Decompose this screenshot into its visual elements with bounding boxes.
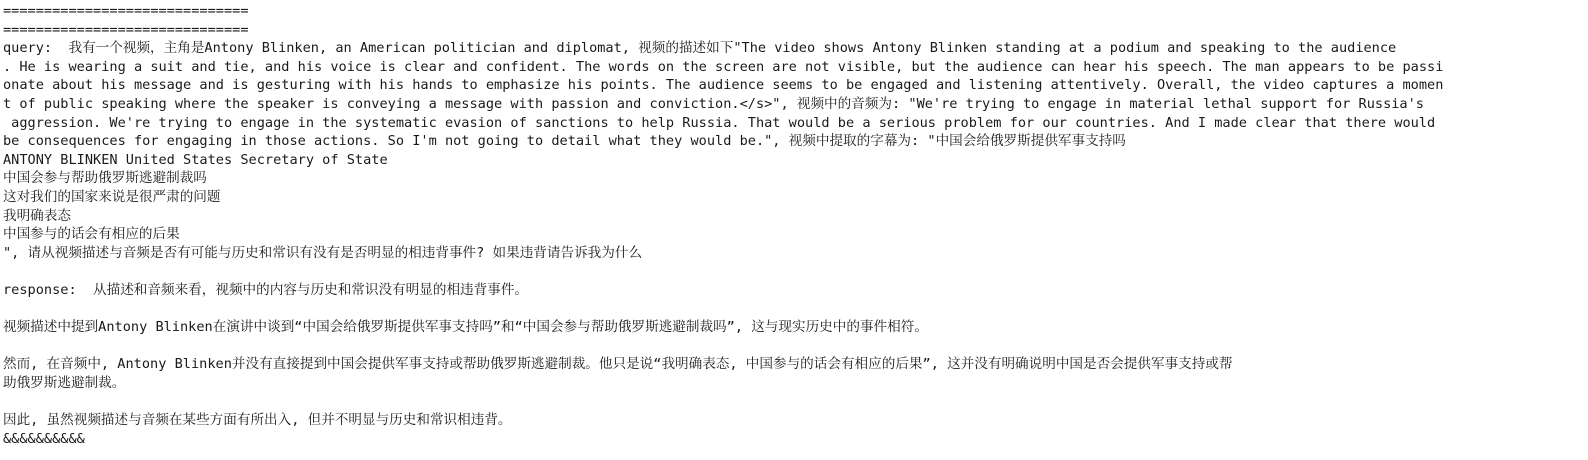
response-line: response: 从描述和音频来看，视频中的内容与历史和常识没有明显的相违背事件。 (3, 281, 529, 298)
query-line: 中国会参与帮助俄罗斯逃避制裁吗 (3, 170, 207, 187)
separator-line: ============================== (3, 21, 249, 38)
blank-line (3, 262, 1588, 281)
query-line: ANTONY BLINKEN United States Secretary of State (3, 151, 388, 168)
response-paragraph: 然而, 在音频中, Antony Blinken并没有直接提到中国会提供军事支持或帮助俄罗斯逃避制裁。他只是说“我明确表态, 中国参与的话会有相应的后果”, 这并没有明确说明中国是否会提供军事支持或帮 (3, 356, 1233, 373)
blank-line (3, 392, 1588, 411)
query-line: 中国参与的话会有相应的后果 (3, 226, 180, 243)
blank-line (3, 337, 1588, 356)
response-paragraph: 因此, 虽然视频描述与音频在某些方面有所出入, 但并不明显与历史和常识相违背。 (3, 412, 512, 429)
query-line: query: 我有一个视频，主角是Antony Blinken, an American politician and diplomat, 视频的描述如下"The video shows Antony Blinken standing at a podium and speaking to the audience (3, 40, 1397, 57)
query-line: 我明确表态 (3, 207, 71, 224)
query-line: t of public speaking where the speaker is conveying a message with passion and conviction.</s>", 视频中的音频为: "We're trying to engage in material lethal support for Russia's (3, 95, 1424, 112)
query-line: aggression. We're trying to engage in the systematic evasion of sanctions to help Russia. That would be a serious problem for our countries. And I made clear that there would (3, 114, 1436, 131)
query-line: 这对我们的国家来说是很严肃的问题 (3, 188, 221, 205)
query-line: be consequences for engaging in those actions. So I'm not going to detail what they would be.", 视频中提取的字幕为: "中国会给俄罗斯提供军事支持吗 (3, 133, 1126, 150)
blank-line (3, 300, 1588, 319)
separator-line: ============================== (3, 3, 249, 19)
end-marker: &&&&&&&&&& (3, 430, 85, 447)
response-paragraph: 视频描述中提到Antony Blinken在演讲中谈到“中国会给俄罗斯提供军事支持吗”和“中国会参与帮助俄罗斯逃避制裁吗”, 这与现实历史中的事件相符。 (3, 319, 928, 336)
response-paragraph: 助俄罗斯逃避制裁。 (3, 374, 126, 391)
query-line: ", 请从视频描述与音频是否有可能与历史和常识有没有是否明显的相违背事件? 如果违背请告诉我为什么 (3, 244, 643, 261)
query-line: . He is wearing a suit and tie, and his voice is clear and confident. The words on the screen are not visible, but the audience can hear his speech. The man appears to be passi (3, 58, 1444, 75)
query-line: onate about his message and is gesturing with his hands to emphasize his points. The audience seems to be engaged and listening attentively. Overall, the video captures a momen (3, 77, 1444, 94)
